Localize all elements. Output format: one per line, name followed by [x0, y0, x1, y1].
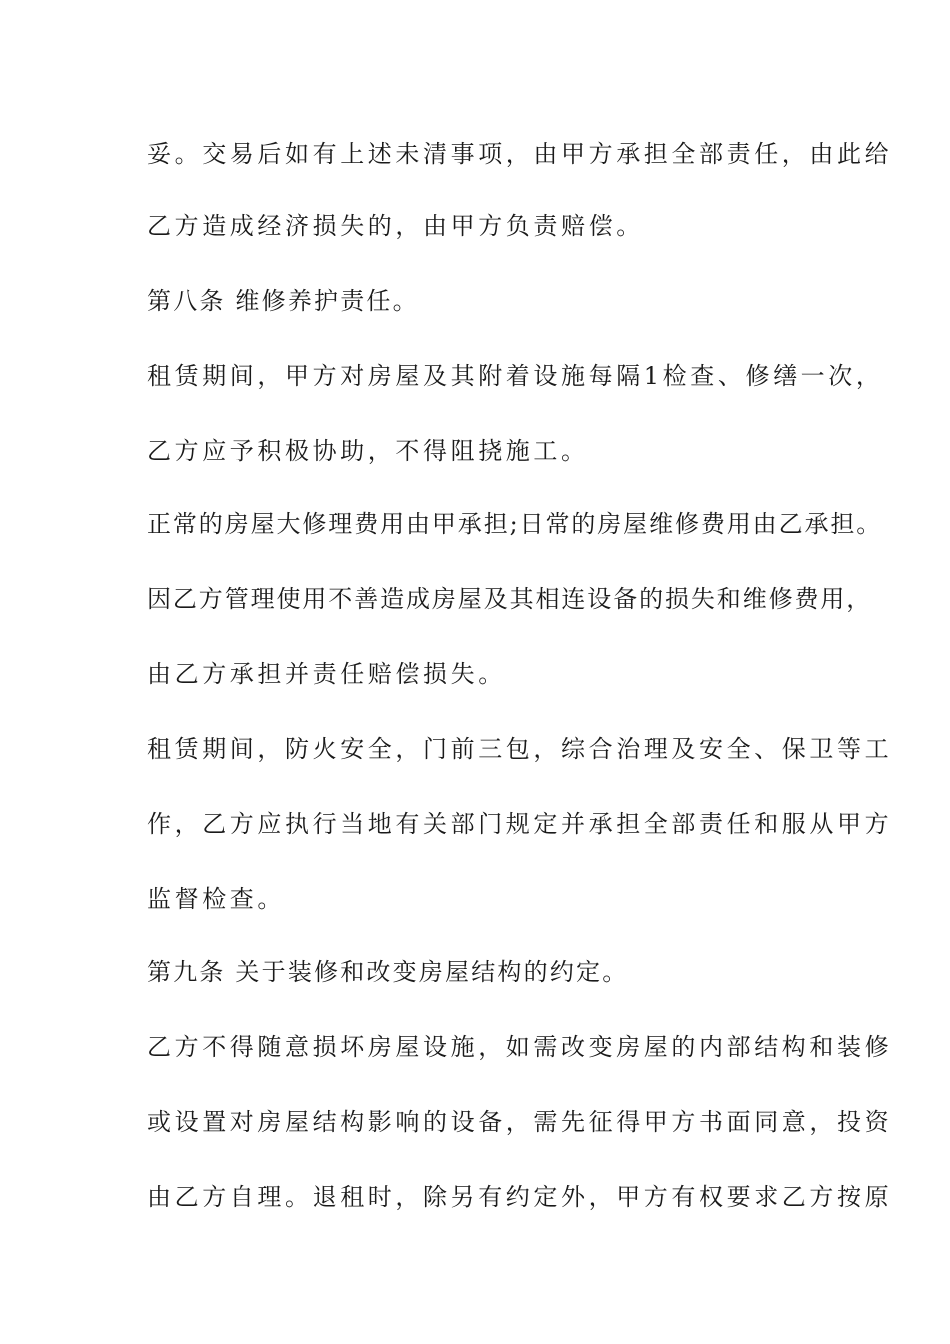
paragraph-line: 乙方不得随意损坏房屋设施，如需改变房屋的内部结构和装修: [147, 1033, 893, 1061]
paragraph-line: 正常的房屋大修理费用由甲承担;日常的房屋维修费用由乙承担。: [147, 510, 883, 538]
paragraph-line: 租赁期间，甲方对房屋及其附着设施每隔1检查、修缮一次，: [147, 362, 884, 390]
paragraph-line: 作，乙方应执行当地有关部门规定并承担全部责任和服从甲方: [147, 810, 893, 838]
section-heading-article-9: 第九条 关于装修和改变房屋结构的约定。: [147, 958, 629, 986]
paragraph-line: 或设置对房屋结构影响的设备，需先征得甲方书面同意，投资: [147, 1108, 893, 1136]
paragraph-line: 由乙方自理。退租时，除另有约定外，甲方有权要求乙方按原: [147, 1183, 893, 1211]
paragraph-line: 因乙方管理使用不善造成房屋及其相连设备的损失和维修费用，: [147, 585, 873, 613]
paragraph-line: 由乙方承担并责任赔偿损失。: [147, 660, 506, 688]
paragraph-line: 乙方造成经济损失的，由甲方负责赔偿。: [147, 212, 644, 240]
section-heading-article-8: 第八条 维修养护责任。: [147, 287, 419, 315]
paragraph-line: 租赁期间，防火安全，门前三包，综合治理及安全、保卫等工: [147, 735, 893, 763]
paragraph-line: 监督检查。: [147, 885, 285, 913]
paragraph-line: 妥。交易后如有上述未清事项，由甲方承担全部责任，由此给: [147, 140, 893, 168]
paragraph-line: 乙方应予积极协助，不得阻挠施工。: [147, 437, 589, 465]
